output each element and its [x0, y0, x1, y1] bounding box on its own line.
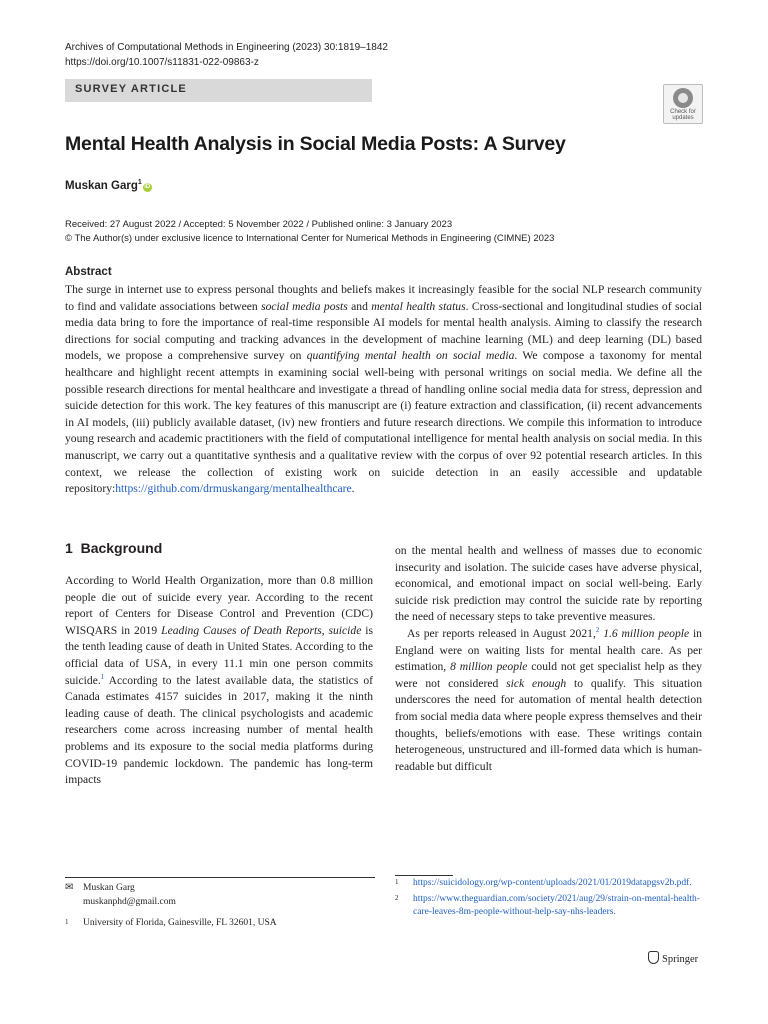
check-for-updates-badge[interactable]	[663, 84, 703, 124]
affiliation: University of Florida, Gainesville, FL 32601, USA	[83, 918, 277, 928]
abstract-emphasis: mental health status	[371, 299, 466, 313]
section-heading	[65, 540, 162, 556]
publisher-logo	[648, 951, 698, 965]
correspondence-footnote	[65, 877, 375, 931]
body-text: According to World Health Organization, more than 0.8 million people die out of suicide every year. According to the recent report of Centers for Disease Control and Prevention (CDC) WISQARS in 2019	[65, 574, 373, 637]
history-dates: Received: 27 August 2022 / Accepted: 5 November 2022 / Published online: 3 January 2023	[65, 219, 453, 230]
repository-link[interactable]: https://github.com/drmuskangarg/mentalhealthcare	[115, 482, 352, 496]
url-footnotes	[395, 875, 703, 920]
body-emphasis: 1.6 million people	[599, 626, 690, 640]
abstract-text: .	[351, 482, 355, 496]
body-text: ,	[321, 623, 329, 637]
section-number: 1	[65, 540, 73, 556]
abstract-text: The surge in internet use to express personal thoughts and beliefs makes it increasingly feasible for the social NLP research community to find and validate associations between	[65, 283, 702, 313]
footnote-ref[interactable]: 2	[595, 626, 600, 635]
body-emphasis: Leading Causes of Death Reports	[161, 623, 322, 637]
abstract-text: . We compose a taxonomy for mental healthcare and highlight recent attempts in examining social well-being with personal writings on social media. We define all the possible research directions for mental healthcare and investigate a thread of handling online social media data for stress, depression and suicide detection for this work. The key features of this manuscript are (i) feature extraction and classification, (ii) recent advancements in AI models, (iii) publicly available dataset, (iv) new frontiers and future research directions. We compile this information to introduce young research and academic practitioners with the field of computational intelligence for mental health analysis on social media. In this manuscript, we carry out a quantitative synthesis and a qualitative review with the corpus of over 92 potential research articles. In this context, we release the collection of existing work on suicide detection in an easily accessible and updatable repository:	[65, 349, 702, 496]
footnote-ref[interactable]: 1	[100, 672, 105, 681]
author-affil-mark: 1	[137, 179, 142, 186]
body-emphasis: 8 million people	[450, 660, 528, 674]
abstract-emphasis: social media posts	[261, 299, 348, 313]
body-text: could not get specialist help as they were not considered	[395, 660, 702, 690]
check-updates-line2: updates	[672, 115, 694, 121]
footnote-number: 1	[395, 878, 399, 886]
article-type-label: SURVEY ARTICLE	[75, 83, 187, 95]
left-column	[65, 573, 373, 789]
abstract-body	[65, 282, 702, 498]
corresponding-author: Muskan Garg	[83, 883, 135, 893]
springer-horse-icon	[648, 951, 659, 964]
author-email[interactable]: muskanphd@gmail.com	[83, 896, 176, 907]
body-paragraph: on the mental health and wellness of masses due to economic insecurity and isolation. The suicide cases have adverse physical, economical, and emotional impact on social well-being. Early suicide risk prediction may control the suicide rate by reporting the need of necessary steps to take preventive measures.	[395, 544, 702, 624]
copyright-line: © The Author(s) under exclusive licence to International Center for Numerical Methods in Engineering (CIMNE) 2023	[65, 233, 555, 244]
right-column	[395, 543, 702, 775]
abstract-text: . Cross-sectional and longitudinal studies of social media data bring to fore the importance of real-time responsible AI models for mental health analysis. Aiming to classify the research directions for social computing and tracking advances in the development of machine learning (ML) and deep learning (DL) based models, we propose a comprehensive survey on	[65, 299, 702, 363]
journal-header	[65, 40, 388, 70]
article-title: Mental Health Analysis in Social Media Posts: A Survey	[65, 133, 566, 155]
orcid-icon[interactable]: iD	[144, 183, 151, 190]
doi-link[interactable]: https://doi.org/10.1007/s11831-022-09863-z	[65, 57, 259, 68]
journal-citation: Archives of Computational Methods in Engineering (2023) 30:1819–1842	[65, 42, 388, 53]
footnote-link[interactable]: https://www.theguardian.com/society/2021/aug/29/strain-on-mental-health-care-leaves-8m-people-without-help-say-nhs-leaders.	[413, 893, 700, 917]
footnote-number: 2	[395, 893, 399, 902]
article-type-bar	[65, 79, 372, 102]
footnote-divider	[395, 875, 453, 876]
author-line	[65, 179, 152, 192]
section-title: Background	[80, 540, 163, 556]
body-text: is the tenth leading cause of death in United States. According to the official data of USA, in every 11.1 min one person commits suicide.	[65, 623, 373, 687]
affiliation-number: 1	[65, 918, 69, 926]
body-emphasis: suicide	[328, 623, 362, 637]
footnote-link[interactable]: https://suicidology.org/wp-content/uploads/2021/01/2019datapgsv2b.pdf.	[413, 878, 692, 888]
body-emphasis: sick enough	[506, 676, 567, 690]
check-updates-line1: Check for	[670, 109, 696, 115]
footnote-divider	[65, 877, 375, 878]
abstract-emphasis: quantifying mental health on social media	[306, 349, 515, 363]
publisher-name: Springer	[662, 954, 699, 965]
abstract-heading: Abstract	[65, 266, 112, 278]
abstract-text: and	[347, 299, 372, 313]
envelope-icon: ✉	[65, 882, 74, 893]
body-text: As per reports released in August 2021,	[407, 626, 596, 640]
body-text: in England were on waiting lists for mental health care. As per estimation,	[395, 626, 702, 674]
author-name[interactable]: Muskan Garg	[65, 179, 138, 192]
body-text: According to the latest available data, the statistics of Canada estimates 4157 suicides in 2017, making it the ninth leading cause of death. The clinical psychologists and academic researchers come across increasing number of mental health problems and its exposure to the social media platforms during COVID-19 pandemic lockdown. The pandemic has long-term impacts	[65, 673, 373, 787]
body-text: to qualify. This situation underscores the need for automation of mental health detection from social media data where people express themselves and their thoughts, beliefs/emotions with ease. These writings contain heterogeneous, unstructured and ill-formed data which is human-readable but difficult	[395, 676, 702, 773]
article-dates	[65, 218, 554, 246]
crossmark-icon	[673, 88, 693, 108]
